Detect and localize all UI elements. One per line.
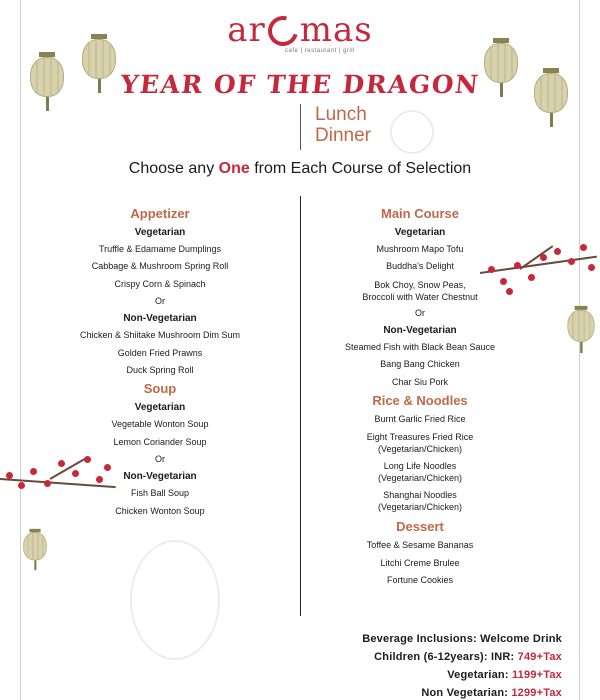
right-menu-column [330, 204, 510, 590]
course-title-appetizer: Appetizer [130, 206, 190, 221]
menu-item: Bang Bang Chicken [380, 359, 460, 370]
page-title: YEAR OF THE DRAGON [119, 70, 481, 99]
brand-tagline: cafe | restaurant | grill [285, 48, 355, 54]
veg-price-line: Vegetarian: 1199+Tax [447, 669, 562, 681]
menu-item: Burnt Garlic Fried Rice [374, 414, 466, 425]
menu-item: Steamed Fish with Black Bean Sauce [344, 341, 496, 352]
menu-item: Toffee & Sesame Bananas [366, 540, 474, 551]
menu-item: Mushroom Mapo Tofu [376, 244, 464, 254]
menu-item: Duck Spring Roll [126, 365, 194, 376]
menu-item: Crispy Corn & Spinach [114, 278, 206, 289]
course-title-soup: Soup [143, 381, 177, 397]
menu-item: Long Life Noodles (Vegetarian/Chicken) [377, 461, 463, 484]
or-separator: Or [415, 307, 425, 318]
nonveg-label: Non-Vegetarian [383, 324, 457, 336]
nonveg-price: 1299+Tax [511, 687, 562, 699]
lantern-icon [567, 306, 594, 353]
or-separator: Or [155, 296, 165, 307]
menu-item: Char Siu Pork [391, 376, 449, 387]
meal-time-dinner: Dinner [315, 125, 371, 146]
menu-item: Truffle & Edamame Dumplings [98, 244, 222, 254]
menu-item: Vegetable Wonton Soup [111, 419, 209, 430]
menu-item: Golden Fried Prawns [117, 347, 203, 358]
column-divider [300, 196, 301, 616]
menu-item: Shanghai Noodles (Vegetarian/Chicken) [377, 490, 463, 513]
veg-label: Vegetarian [134, 227, 186, 238]
meal-time-lunch: Lunch [315, 104, 367, 125]
course-title-dessert: Dessert [396, 519, 444, 535]
course-title-main-course: Main Course [380, 206, 459, 221]
brand-name: ar mas [227, 10, 373, 50]
menu-item: Bok Choy, Snow Peas, Broccoli with Water Chestnut [362, 279, 478, 302]
veg-price: 1199+Tax [511, 669, 562, 681]
left-menu-column [60, 204, 260, 520]
menu-item: Fish Ball Soup [130, 488, 190, 499]
beverage-inclusions: Beverage Inclusions: Welcome Drink [362, 633, 562, 645]
course-title-rice-noodles: Rice & Noodles [372, 393, 468, 409]
logo-ring-icon [262, 11, 303, 52]
selection-instruction: Choose any One from Each Course of Selection [128, 160, 472, 177]
dragon-watermark-icon [130, 540, 220, 660]
brand-logo [0, 12, 600, 54]
menu-item: Buddha's Delight [386, 261, 454, 272]
lantern-icon [23, 529, 47, 570]
or-separator: Or [155, 454, 165, 465]
meal-times [300, 104, 371, 150]
menu-item: Litchi Creme Brulee [380, 557, 460, 568]
nonveg-label: Non-Vegetarian [123, 313, 197, 325]
pricing-footer [362, 630, 562, 700]
veg-label: Vegetarian [134, 402, 186, 414]
menu-item: Chicken Wonton Soup [115, 505, 205, 516]
menu-item: Eight Treasures Fried Rice (Vegetarian/Chicken) [366, 432, 474, 455]
nonveg-label: Non-Vegetarian [123, 471, 197, 483]
veg-label: Vegetarian [394, 227, 446, 238]
dragon-watermark-icon [390, 110, 434, 154]
nonveg-price-line: Non Vegetarian: 1299+Tax [421, 687, 562, 699]
menu-item: Cabbage & Mushroom Spring Roll [91, 261, 229, 272]
children-price: 749+Tax [517, 651, 562, 663]
children-price-line: Children (6-12years): INR: 749+Tax [374, 651, 562, 663]
menu-item: Lemon Coriander Soup [113, 436, 207, 447]
menu-item: Fortune Cookies [386, 575, 454, 586]
menu-item: Chicken & Shiitake Mushroom Dim Sum [79, 330, 241, 341]
